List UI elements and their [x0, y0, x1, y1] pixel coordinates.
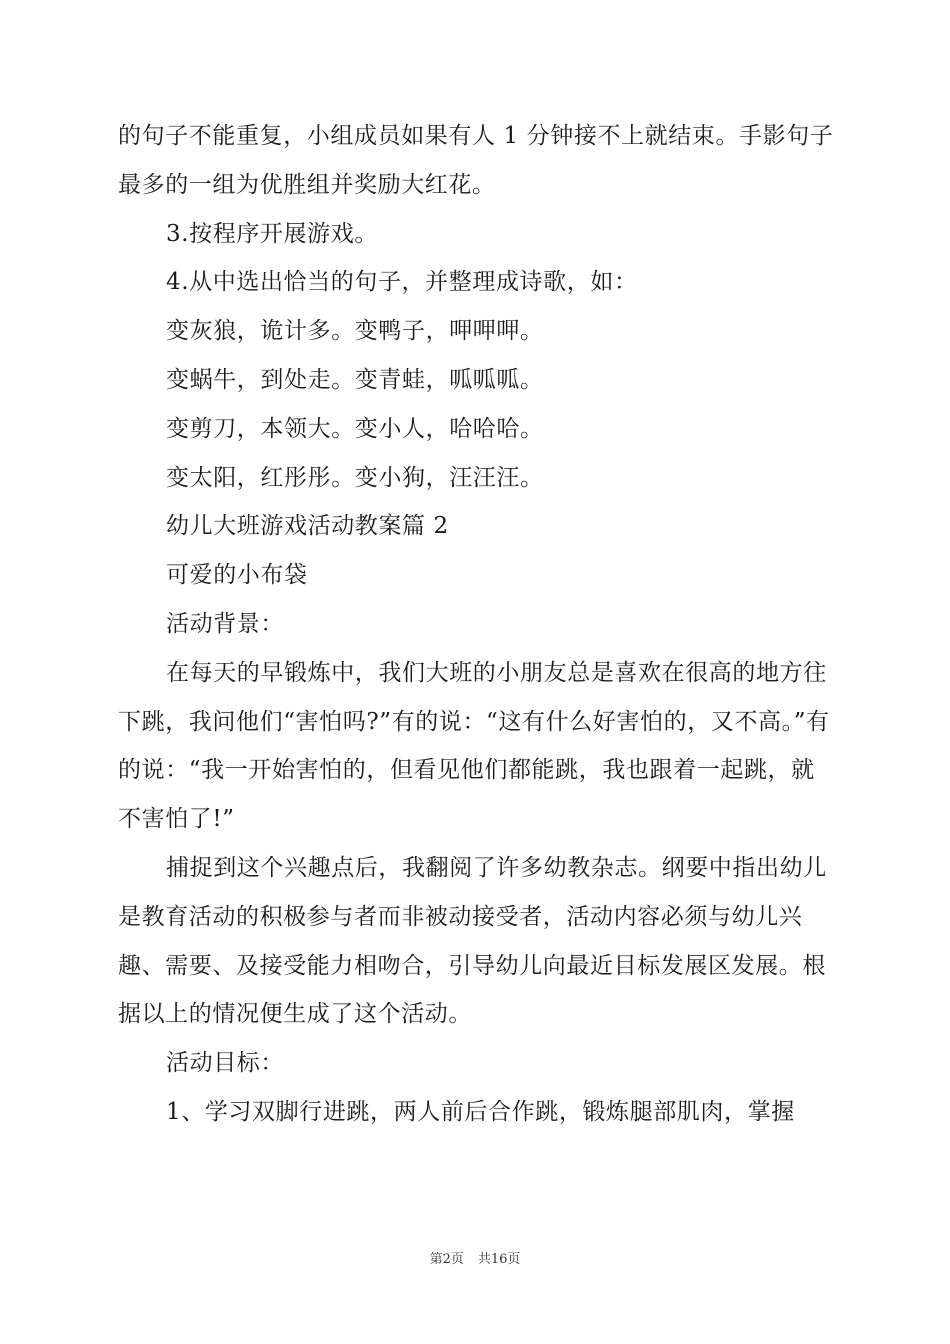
- poem-line-4: 变太阳，红彤彤。变小狗，汪汪汪。: [166, 464, 544, 491]
- section-heading: 幼儿大班游戏活动教案篇 2: [166, 513, 449, 540]
- poem-line-2: 变蜗牛，到处走。变青蛙，呱呱呱。: [166, 366, 544, 393]
- background-heading: 活动背景：: [166, 610, 284, 637]
- paragraph-3: 4.从中选出恰当的句子，并整理成诗歌，如：: [166, 269, 638, 296]
- document-body: [118, 112, 838, 1137]
- paragraph-2: 3.按程序开展游戏。: [166, 220, 378, 247]
- goal-item-1: 1、学习双脚行进跳，两人前后合作跳，锻炼腿部肌肉，掌握: [166, 1098, 795, 1125]
- poem-line-3: 变剪刀，本领大。变小人，哈哈哈。: [166, 415, 544, 442]
- paragraph-1: 的句子不能重复，小组成员如果有人 1 分钟接不上就结束。手影句子最多的一组为优胜组并奖励大红花。: [118, 123, 834, 198]
- page-total: 共16页: [477, 1252, 521, 1267]
- background-paragraph: 在每天的早锻炼中，我们大班的小朋友总是喜欢在很高的地方往下跳，我问他们“害怕吗?”有的说：“这有什么好害怕的，又不高。”有的说：“我一开始害怕的，但看见他们都能跳，我也跟着一起跳，就不害怕了!”: [118, 659, 830, 833]
- rationale-paragraph: 捕捉到这个兴趣点后，我翻阅了许多幼教杂志。纲要中指出幼儿是教育活动的积极参与者而非被动接受者，活动内容必须与幼儿兴趣、需要、及接受能力相吻合，引导幼儿向最近目标发展区发展。根据以上的情况便生成了这个活动。: [118, 854, 827, 1028]
- page-footer: [0, 1248, 950, 1267]
- goals-heading: 活动目标：: [166, 1050, 284, 1077]
- page-number: 第2页: [429, 1252, 464, 1267]
- activity-title: 可爱的小布袋: [166, 562, 308, 589]
- poem-line-1: 变灰狼，诡计多。变鸭子，呷呷呷。: [166, 318, 544, 345]
